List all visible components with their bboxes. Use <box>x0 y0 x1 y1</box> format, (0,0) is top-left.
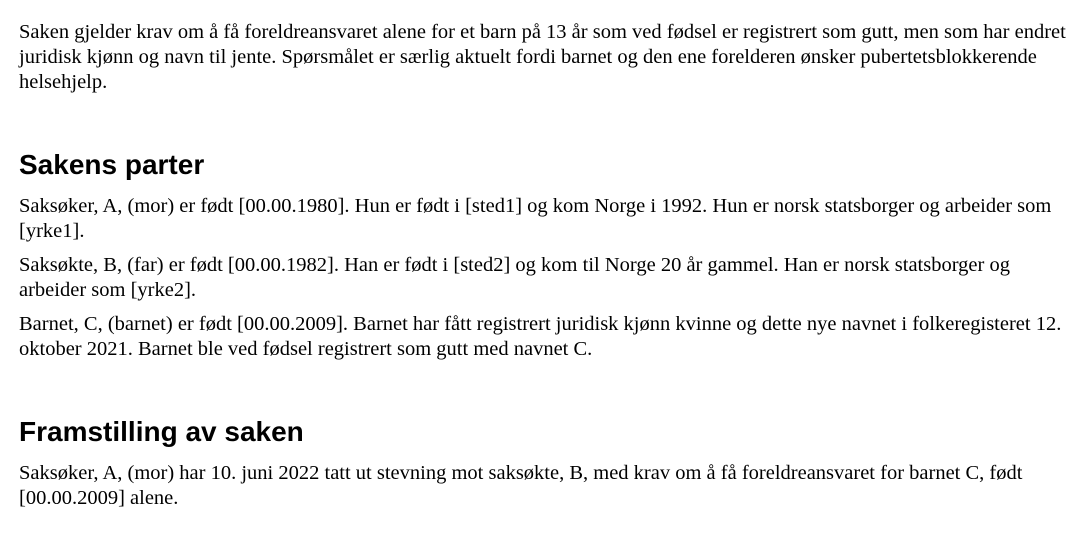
paragraph-stevning: Saksøker, A, (mor) har 10. juni 2022 tatt ut stevning mot saksøkte, B, med krav om å få foreldreansvaret for barnet C, født [00.00.2009] alene. <box>19 462 1023 509</box>
paragraph-barnet: Barnet, C, (barnet) er født [00.00.2009]. Barnet har fått registrert juridisk kjønn kvinne og dette nye navnet i folkeregisteret 12. oktober 2021. Barnet ble ved fødsel registrert som gutt med navnet C. <box>19 313 1062 360</box>
intro-paragraph: Saken gjelder krav om å få foreldreansvaret alene for et barn på 13 år som ved fødsel er registrert som gutt, men som har endret juridisk kjønn og navn til jente. Spørsmålet er særlig aktuelt fordi barnet og den ene forelderen ønsker pubertetsblokkerende helsehjelp. <box>19 21 1066 93</box>
section-heading-framstilling-av-saken: Framstilling av saken <box>19 416 304 447</box>
paragraph-saksokte: Saksøkte, B, (far) er født [00.00.1982]. Han er født i [sted2] og kom til Norge 20 år gammel. Han er norsk statsborger og arbeider som [yrke2]. <box>19 254 1010 301</box>
document-body <box>19 20 1069 511</box>
paragraph-saksoker: Saksøker, A, (mor) er født [00.00.1980]. Hun er født i [sted1] og kom Norge i 1992. Hun er norsk statsborger og arbeider som [yrke1]. <box>19 195 1052 242</box>
section-heading-sakens-parter: Sakens parter <box>19 149 205 180</box>
